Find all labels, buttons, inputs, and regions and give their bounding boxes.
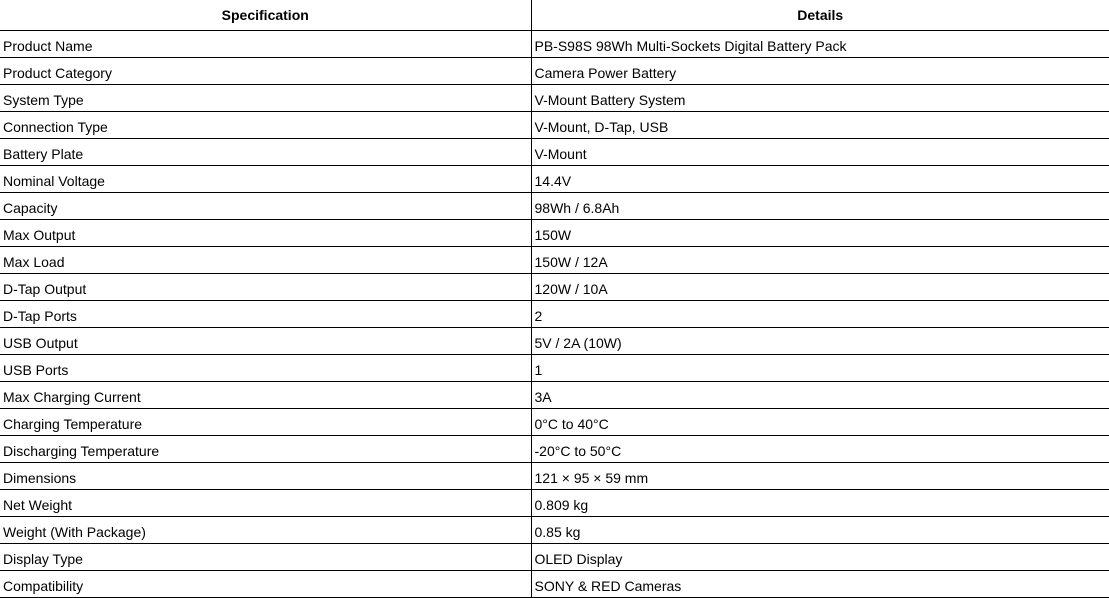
spec-value-cell: -20°C to 50°C [531,436,1109,463]
spec-value-cell: 5V / 2A (10W) [531,328,1109,355]
header-details: Details [531,0,1109,31]
spec-name-cell: Capacity [0,193,531,220]
table-row [0,166,1109,193]
table-row [0,139,1109,166]
spec-name-cell: D-Tap Ports [0,301,531,328]
table-row [0,247,1109,274]
spec-name-cell: Discharging Temperature [0,436,531,463]
spec-value-cell: 98Wh / 6.8Ah [531,193,1109,220]
spec-value-cell: 1 [531,355,1109,382]
table-row [0,517,1109,544]
table-row [0,436,1109,463]
spec-value-cell: SONY & RED Cameras [531,571,1109,598]
spec-name-cell: USB Ports [0,355,531,382]
spec-name-cell: Product Name [0,31,531,58]
spec-table-body [0,31,1109,598]
spec-value-cell: 0°C to 40°C [531,409,1109,436]
table-row [0,112,1109,139]
spec-name-cell: Max Output [0,220,531,247]
header-specification: Specification [0,0,531,31]
spec-value-cell: 120W / 10A [531,274,1109,301]
table-row [0,220,1109,247]
spec-name-cell: Max Charging Current [0,382,531,409]
spec-value-cell: PB-S98S 98Wh Multi-Sockets Digital Battery Pack [531,31,1109,58]
table-row [0,193,1109,220]
spec-name-cell: Battery Plate [0,139,531,166]
spec-name-cell: Product Category [0,58,531,85]
table-row [0,58,1109,85]
table-row [0,571,1109,598]
spec-name-cell: Nominal Voltage [0,166,531,193]
table-row [0,382,1109,409]
spec-value-cell: V-Mount, D-Tap, USB [531,112,1109,139]
spec-name-cell: Net Weight [0,490,531,517]
spec-value-cell: 150W / 12A [531,247,1109,274]
spec-value-cell: 3A [531,382,1109,409]
spec-value-cell: V-Mount Battery System [531,85,1109,112]
spec-value-cell: 121 × 95 × 59 mm [531,463,1109,490]
header-row [0,0,1109,31]
table-row [0,409,1109,436]
spec-name-cell: System Type [0,85,531,112]
spec-name-cell: Weight (With Package) [0,517,531,544]
table-row [0,355,1109,382]
table-row [0,490,1109,517]
table-row [0,463,1109,490]
spec-value-cell: OLED Display [531,544,1109,571]
spec-name-cell: USB Output [0,328,531,355]
spec-name-cell: Dimensions [0,463,531,490]
spec-name-cell: Max Load [0,247,531,274]
spec-value-cell: Camera Power Battery [531,58,1109,85]
spec-table-header [0,0,1109,31]
table-row [0,85,1109,112]
spec-name-cell: Display Type [0,544,531,571]
spec-name-cell: Charging Temperature [0,409,531,436]
spec-name-cell: D-Tap Output [0,274,531,301]
table-row [0,544,1109,571]
spec-value-cell: 150W [531,220,1109,247]
spec-value-cell: 14.4V [531,166,1109,193]
spec-name-cell: Compatibility [0,571,531,598]
spec-name-cell: Connection Type [0,112,531,139]
table-row [0,31,1109,58]
spec-value-cell: 0.809 kg [531,490,1109,517]
spec-value-cell: V-Mount [531,139,1109,166]
spec-value-cell: 2 [531,301,1109,328]
table-row [0,301,1109,328]
table-row [0,328,1109,355]
spec-value-cell: 0.85 kg [531,517,1109,544]
table-row [0,274,1109,301]
